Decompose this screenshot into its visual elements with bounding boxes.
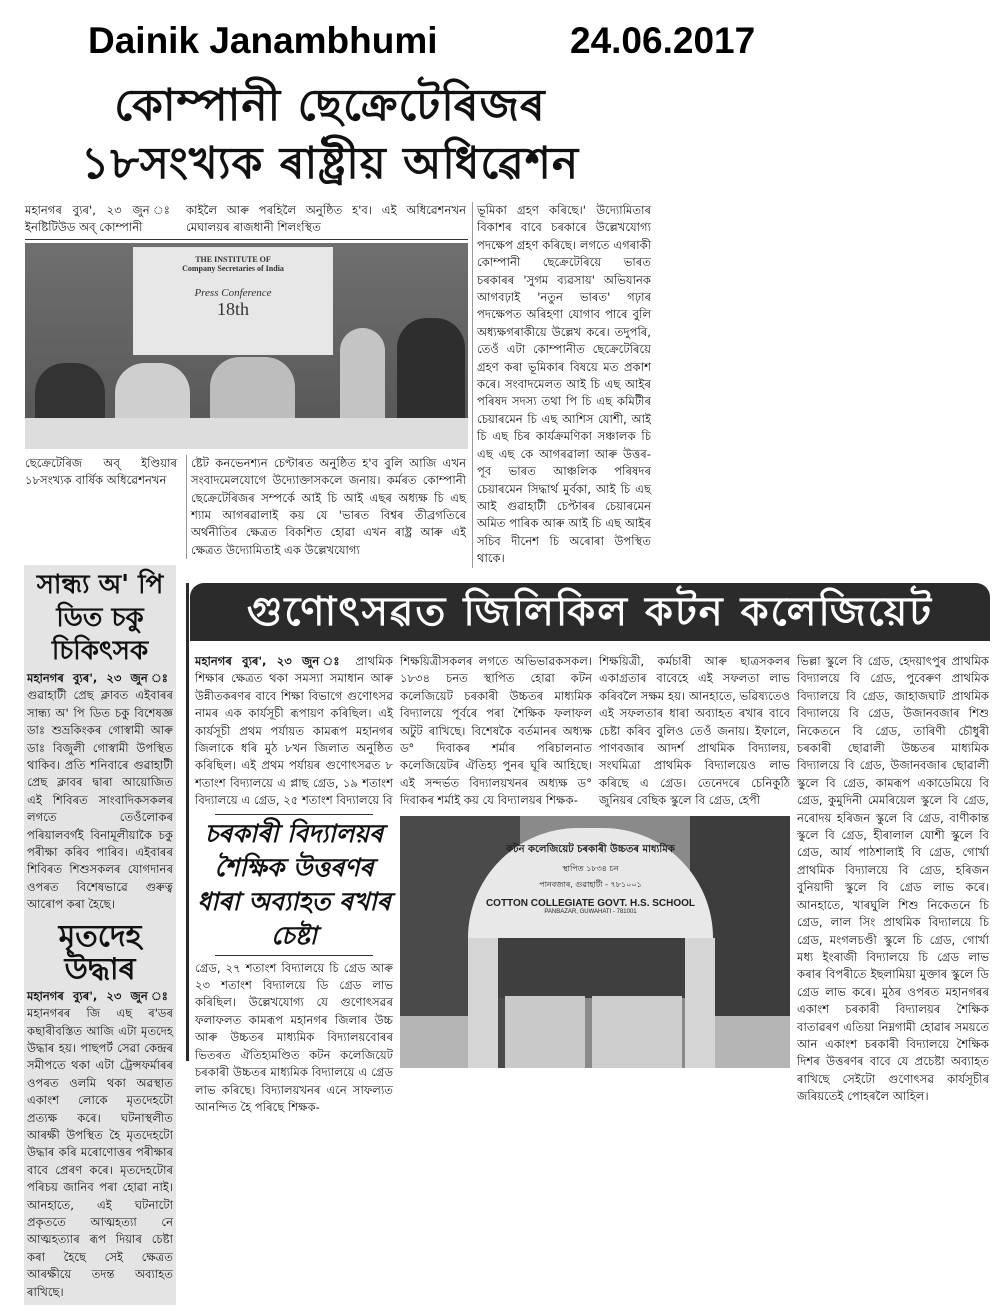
- story2-colA-top: [195, 653, 393, 810]
- trees-behind-gate: [498, 938, 685, 998]
- person: [340, 328, 385, 418]
- story1-bottom-row: [25, 455, 468, 559]
- headline-line-2: ১৮সংখ্যক ৰাষ্ট্ৰীয় অধিৱেশন: [80, 138, 580, 189]
- banner-org: THE INSTITUTE OF: [195, 254, 271, 264]
- gate-door: [592, 996, 682, 1068]
- story1-dateline: মহানগৰ ব্যুৰ', ২৩ জুন ঃ ইনষ্টিটিউড অব্ কোম্পানী: [25, 203, 177, 235]
- dateline: মহানগৰ ব্যুৰ', ২৩ জুন ঃ: [27, 671, 173, 685]
- story2-colA: [195, 653, 393, 1116]
- banner-org2: Company Secretaries of India: [182, 263, 284, 273]
- school-gate-photo: [400, 816, 790, 1068]
- story1-left-area: [25, 202, 468, 559]
- arch-english-name: COTTON COLLEGIATE GOVT. H.S. SCHOOL: [485, 897, 696, 909]
- sidebar-headline-eye-doctor: সান্ধ্য অ' পি ডিত চকু চিকিৎসক: [36, 570, 164, 666]
- person: [397, 318, 465, 418]
- story1-top-row: [25, 202, 468, 237]
- arch-established: স্থাপিত ১৮৩৪ চন: [562, 863, 619, 873]
- story2-colA-bottom: গ্ৰেড, ২৭ শতাংশ বিদ্যালয়ে চি গ্ৰেড আৰু ২৩ শতাংশ বিদ্যালয়ে ডি গ্ৰেড লাভ কৰিছিল। উল্লেখযোগ্য যে গুণোৎসৱৰ ফলাফলত কামৰূপ মহানগৰ জিলাৰ উচ্চ আৰু উচ্চতৰ মাধ্যমিক বিদ্যালয়বোৰৰ ভিতৰত ঐতিহ্যমণ্ডিত কটন কলেজিয়েট চৰকাৰী উচ্চতৰ মাধ্যমিক বিদ্যালয়ে এ গ্ৰেড লাভ কৰিছে। বিদ্যালয়খনৰ এনে সাফল্যত আনন্দিত হৈ পৰিছে শিক্ষক-: [195, 960, 393, 1114]
- press-conference-photo: [25, 243, 468, 449]
- divider: [25, 239, 468, 240]
- headline-line-1: কোম্পানী ছেক্ৰেটেৰিজৰ: [114, 80, 546, 131]
- story2-colC: শিক্ষয়িত্ৰী, কৰ্মচাৰী আৰু ছাত্ৰসকলৰ একাগ্ৰতাৰ বাবেহে এই সফলতা লাভ কৰিবলৈ সক্ষম হয়। আনহাতে, ভৱিষ্যতেও এই সফলতাৰ ধাৰা অব্যাহত ৰখাৰ বাবে চেষ্টা কৰিব বুলিও তেওঁ জনায়। ইফালে, পাণবজাৰ আদৰ্শ প্ৰাথমিক বিদ্যালয়, সংঘমিত্ৰা প্ৰাথমিক বিদ্যালয়েও লাভ কৰিছে এ গ্ৰেড। তেনেদৰে চেনিকুঠি জুনিয়ৰ বেছিক স্কুলে বি গ্ৰেড, হেপী: [599, 654, 790, 808]
- banner-event: Press Conference: [194, 286, 272, 299]
- photo-caption-text: ছেক্ৰেটেৰিজ অব্ ইণ্ডিয়াৰ ১৮সংখ্যক বাৰ্ষিক অধিৱেশনখন: [25, 455, 177, 488]
- story2-banner-headline: গুণোৎসৱত জিলিকিল কটন কলেজিয়েট: [190, 583, 990, 641]
- newspaper-name: Dainik Janambhumi: [88, 20, 438, 61]
- publication-date: 24.06.2017: [570, 20, 756, 61]
- arch-english-address: PANBAZAR, GUWAHATI - 781001: [544, 908, 637, 915]
- gate-pillar: [685, 938, 715, 1068]
- divider: [215, 955, 373, 956]
- boundary-wall: [715, 1016, 790, 1068]
- story1-col1-top: [25, 202, 177, 237]
- gate-arch: [468, 828, 713, 938]
- story-border: [186, 583, 189, 1061]
- story2-columns: [190, 653, 990, 1116]
- story2-subhead: চৰকাৰী বিদ্যালয়ৰ শৈক্ষিক উত্তৰণৰ ধাৰা অব্যাহত ৰখাৰ চেষ্টা: [197, 818, 391, 950]
- story2-colA-top-text: প্ৰাথমিক শিক্ষাৰ ক্ষেত্ৰত থকা সমস্যা সমাধান আৰু উন্নীতকৰণৰ বাবে শিক্ষা বিভাগে গুণোৎসৱ নামৰ এক কাৰ্যসূচী ৰূপায়ণ কৰিছিল। এই কাৰ্যসূচী প্ৰথম পৰ্যায়ত কামৰূপ মহানগৰ জিলাকে ধৰি মুঠ ৮খন জিলাত অনুষ্ঠিত কৰিছিল। এই প্ৰথম পৰ্যায়ৰ গুণোৎসৱত ৮ শতাংশ বিদ্যালয়ে এ প্লাছ গ্ৰেড, ১৯ শতাংশ বিদ্যালয়ে এ গ্ৰেড, ২৫ শতাংশ বিদ্যালয়ে বি: [195, 654, 394, 808]
- eye-doctor-body: গুৱাহাটী প্ৰেছ ক্লাবত এইবাৰৰ সান্ধ্য অ' পি ডিত চকু বিশেষজ্ঞ ডাঃ শুভ্ৰকিংকৰ গোস্বামী আৰু ডাঃ বিজুলী গোস্বামী উপস্থিত থাকিব। প্ৰতি শনিবাৰে গুৱাহাটী প্ৰেছ ক্লাবৰ দ্বাৰা আয়োজিত এই শিবিৰত সাংবাদিকসকলৰ লগতে তেওঁলোকৰ পৰিয়ালবৰ্গই বিনামূলীয়াকৈ চকু পৰীক্ষা কৰিব পাৰিব। এইবাৰৰ শিবিৰত শিশুসকলৰ যোগদানৰ ওপৰত বিশেষভাৱে গুৰুত্ব আৰোপ কৰা হৈছে।: [27, 688, 173, 912]
- person: [35, 363, 105, 418]
- gate-pillar: [468, 938, 498, 1068]
- arch-address: পানবজাৰ, গুৱাহাটী - ৭৮১০০১: [539, 879, 642, 889]
- story2-colD: ভিল্লা স্কুলে বি গ্ৰেড, হেদয়াৎপুৰ প্ৰাথমিক বিদ্যালয়ে বি গ্ৰেড, পুবেৰুণ প্ৰাথমিক বিদ্যালয়ে বি গ্ৰেড, জাহাজঘাট প্ৰাথমিক বিদ্যালয়ে বি গ্ৰেড, উজানবজাৰ শিশু নিকেতনে বি গ্ৰেড, তাৰিণী চৌধুৰী চৰকাৰী ছোৱালী উচ্চতৰ মাধ্যমিক বিদ্যালয়ে বি গ্ৰেড, উজানবজাৰ ছোৱালী স্কুলে বি গ্ৰেড, কামৰূপ একাডেমিয়ে বি গ্ৰেড, কুমুদিনী মেমৰিয়েল স্কুলে বি গ্ৰেড, নৰোদয় হৰিজন স্কুলে বি গ্ৰেড, বাণীকান্ত স্কুলে বি গ্ৰেড, হীৰালাল যোশী স্কুলে বি গ্ৰেড, আৰ্য পাঠশালাই বি গ্ৰেড, গোৰ্খা প্ৰাথমিক বিদ্যালয়ে বি গ্ৰেড, হৰিজন বুনিয়াদী স্কুলে বি গ্ৰেড লাভ কৰে। আনহাতে, খাৰঘুলি শিশু নিকেতনে চি গ্ৰেড, লাল সিং প্ৰাথমিক বিদ্যালয়ে চি গ্ৰেড, মংগলচণ্ডী স্কুলে চি গ্ৰেড, গোৰ্খা মধ্য ইংৰাজী বিদ্যালয়ে চি গ্ৰেড লাভ কৰাৰ বিপৰীতে ইছলামিয়া মুক্তাৰ স্কুলে ডি গ্ৰেড লাভ কৰে। মুঠৰ ওপৰত মহানগৰৰ একাংশ চৰকাৰী বিদ্যালয়ৰ শৈক্ষিক বাতাৱৰণ এতিয়া নিম্নগামী হোৱাৰ সময়তে আন একাংশ চৰকাৰী বিদ্যালয়ে শৈক্ষিক দিশৰ উত্তৰণৰ বাবে যে প্ৰচেষ্টা অব্যাহত ৰাখিছে সেইটো গুণোৎসৱ কাৰ্যসূচীৰ জৰিয়তেই পোহৰলৈ আহিল।: [797, 654, 989, 1104]
- table: [25, 418, 468, 449]
- divider: [215, 814, 373, 815]
- story1-col2-top: কাইলৈ আৰু পৰহিলৈ অনুষ্ঠিত হ'ব। এই অধিৱেশনখন মেঘালয়ৰ ৰাজধানী শিলংস্থিত: [186, 203, 466, 235]
- body-recovered-text: মহানগৰৰ জি এছ ৰ'ডৰ কছাৰীবস্তিত আজি এটা মৃতদেহ উদ্ধাৰ হয়। পাছপৰ্ট সেৱা কেন্দ্ৰৰ সমীপতে থকা এটা ট্ৰেন্সফৰ্মাৰৰ ওপৰত ওলমি থকা অৱস্থাত একাংশ লোকে মৃতদেহটো প্ৰত্যক্ষ কৰে। ঘটনাস্থলীত আৰক্ষী উপস্থিত হৈ মৃতদেহটো উদ্ধাৰ কৰি মৰোণোত্তৰ পৰীক্ষাৰ বাবে প্ৰেৰণ কৰে। মৃতদেহটোৰ পৰিচয় জানিব পৰা হোৱা নাই। আনহাতে, এই ঘটনাটো প্ৰকৃততে আত্মহত্যা নে আত্মহত্যাৰ ৰূপ দিয়াৰ চেষ্টা কৰা হৈছে সেই ক্ষেত্ৰত আৰক্ষীয়ে তদন্ত অব্যাহত ৰাখিছে।: [27, 1006, 173, 1299]
- sidebar-headline-body-recovered: মৃতদেহ উদ্ধাৰ: [58, 918, 142, 987]
- story1-col2-bottom: ষ্টেট কনভেনশ্যন চেণ্টাৰত অনুষ্ঠিত হ'ব বুলি আজি এখন সংবাদমেলযোগে উদ্যোক্তাসকলে জনায়। কৰ্মৰত কোম্পানী ছেক্ৰেটেৰিজৰ সম্পৰ্কে আই চি আই এছৰ অধ্যক্ষ চি এছ শ্যাম আগৰৱালাই কয় যে 'ভাৰত বিশ্বৰ তীব্ৰগতিৰে অৰ্থনীতিৰ ক্ষেত্ৰত বিকশিত হোৱা এখন ৰাষ্ট্ৰ আৰু এই ক্ষেত্ৰত উদ্যোমিতাই এক উল্লেখযোগ্য: [186, 455, 466, 559]
- person: [210, 357, 295, 418]
- story2: [190, 583, 990, 1116]
- story1-col3: ভূমিকা গ্ৰহণ কৰিছে।' উদ্যোমিতাৰ বিকাশৰ বাবে চৰকাৰে উল্লেখযোগ্য পদক্ষেপ গ্ৰহণ কৰিছে। লগতে এগৰাকী কোম্পানী ছেক্ৰেটেৰিয়ে ভাৰত চৰকাৰৰ 'সুগম ব্যৱসায়' অভিযানক আগবঢ়াই 'নতুন ভাৰত' গঢ়াৰ পদক্ষেপত অৰিহণা যোগাব পাৰে বুলি অধ্যক্ষগৰাকীয়ে উল্লেখ কৰে। তদুপৰি, তেওঁ এটা কোম্পানীত ছেক্ৰেটেৰিয়ে গ্ৰহণ কৰা ভূমিকাৰ বিষয়ে মত প্ৰকাশ কৰে। সংবাদমেলত আই চি এছ আইৰ পৰিষদ সদস্য তথা পি চি এছ কমিটীৰ চেয়াৰমেন চি এছ আশিস যোশী, আই চি এছ চিৰ কাৰ্যক্ৰমণিকা সঞ্চালক চি এছ এছ কে আগৰৱালা আৰু উত্তৰ-পূব ভাৰত আঞ্চলিক পৰিষদৰ চেয়াৰমেন সিদ্ধাৰ্থ মুৰ্বকা, আই চি এছ আই গুৱাহাটী চেপ্টাৰৰ চেয়াৰমেন অমিত পাৰিক আৰু আই চি এছ আইৰ সচিব দীনেশ চি অৰোৰা উপস্থিত থাকে।: [472, 202, 651, 568]
- gate-door: [505, 996, 585, 1068]
- story2-colB: শিক্ষয়িত্ৰীসকলৰ লগতে অভিভাৱকসকল। ১৮৩৪ চনত স্থাপিত হোৱা কটন কলেজিয়েট চৰকাৰী উচ্চতৰ মাধ্যমিক বিদ্যালয়ে পূৰ্বৰে পৰা শৈক্ষিক ফলাফল অটুট ৰাখিছে। বিশেষকৈ বৰ্তমানৰ অধ্যক্ষ ড° দিবাকৰ শৰ্মাৰ পৰিচালনাত কলেজিয়েটৰ ঐতিহ্য পুনৰ ঘূৰি আহিছে। এই সন্দৰ্ভত বিদ্যালয়খনৰ অধ্যক্ষ ড° দিবাকৰ শৰ্মাই কয় যে বিদ্যালয়ৰ শিক্ষক-: [400, 654, 592, 808]
- arch-assamese-name: কটন কলেজিয়েট চৰকাৰী উচ্চতৰ মাধ্যমিক: [506, 843, 675, 855]
- icsi-banner: [133, 247, 333, 355]
- person: [115, 363, 190, 418]
- banner-number: 18th: [216, 298, 249, 319]
- dateline: মহানগৰ ব্যুৰ', ২৩ জুন ঃ: [195, 654, 346, 668]
- story2-middle: [400, 653, 790, 1068]
- dateline: মহানগৰ ব্যুৰ', ২৩ জুন ঃ: [27, 988, 173, 1003]
- story2-middle-text: [400, 653, 790, 810]
- boundary-wall: [400, 1016, 468, 1068]
- news-sidebar: [24, 565, 176, 1305]
